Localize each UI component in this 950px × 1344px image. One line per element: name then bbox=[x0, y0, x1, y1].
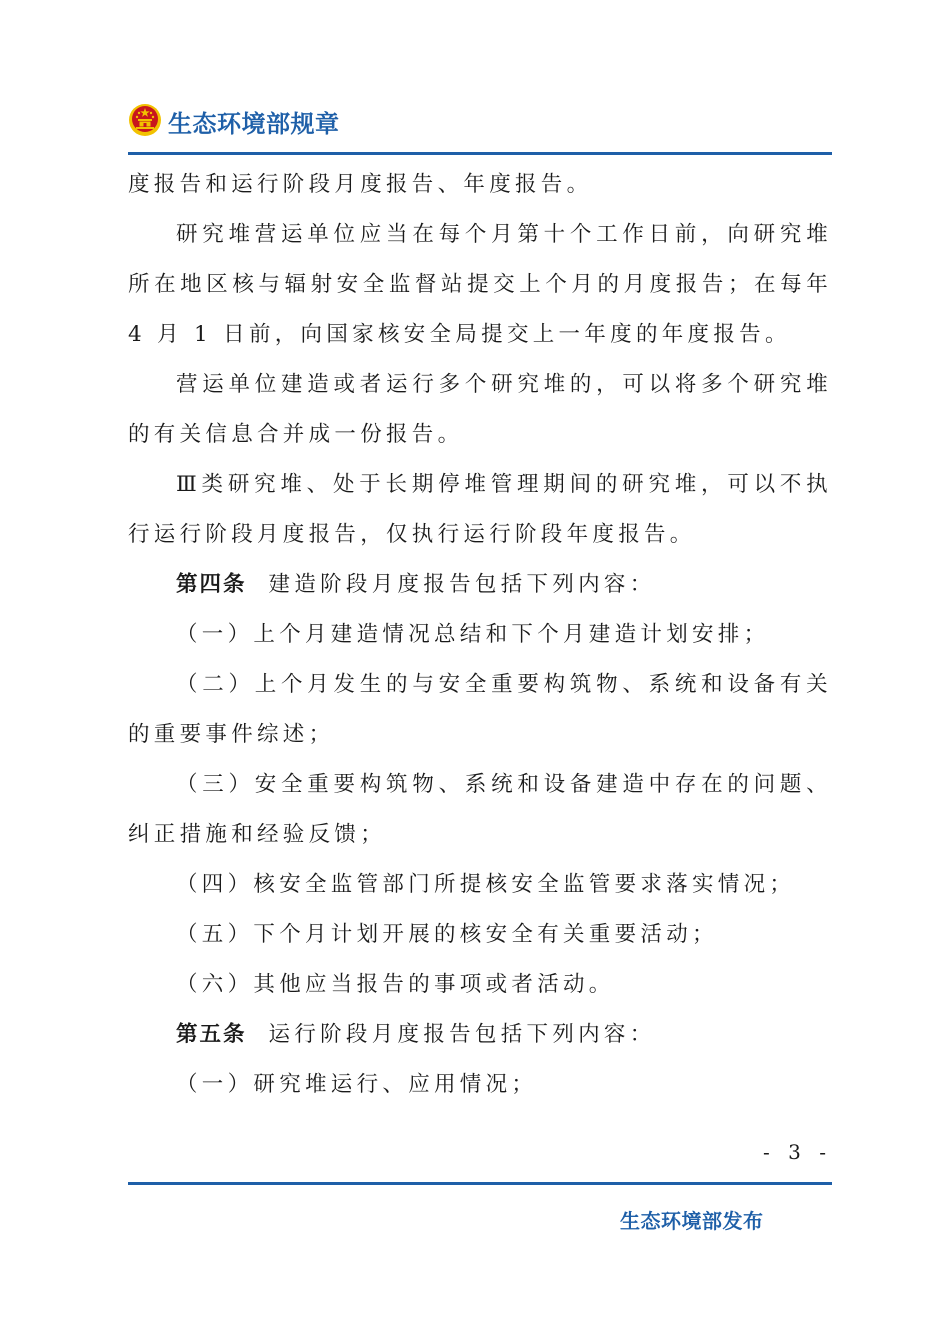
header-divider bbox=[128, 152, 832, 155]
list-item: （五）下个月计划开展的核安全有关重要活动； bbox=[176, 922, 718, 947]
paragraph: 度报告和运行阶段月度报告、年度报告。 bbox=[128, 172, 593, 197]
article-4 bbox=[128, 560, 832, 610]
paragraph: 研究堆营运单位应当在每个月第十个工作日前，向研究堆所在地区核与辐射安全监督站提交上个月的月度报告；在每年 4 月 1 日前，向国家核安全局提交上一年度的年度报告。 bbox=[128, 222, 832, 347]
list-item: （二）上个月发生的与安全重要构筑物、系统和设备有关的重要事件综述； bbox=[128, 672, 832, 747]
footer-publisher: 生态环境部发布 bbox=[620, 1209, 764, 1233]
paragraph: 营运单位建造或者运行多个研究堆的，可以将多个研究堆的有关信息合并成一份报告。 bbox=[128, 372, 832, 447]
footer-divider bbox=[128, 1182, 832, 1185]
article-5 bbox=[128, 1010, 832, 1060]
list-item: （四）核安全监管部门所提核安全监管要求落实情况； bbox=[176, 872, 796, 897]
article-4-text: 建造阶段月度报告包括下列内容： bbox=[268, 572, 656, 597]
list-item: （一）上个月建造情况总结和下个月建造计划安排； bbox=[176, 622, 770, 647]
page-number: - 3 - bbox=[763, 1140, 832, 1164]
page-header bbox=[128, 100, 832, 156]
list-item: （三）安全重要构筑物、系统和设备建造中存在的问题、纠正措施和经验反馈； bbox=[128, 772, 832, 847]
list-item: （一）研究堆运行、应用情况； bbox=[176, 1072, 538, 1097]
paragraph: Ⅲ类研究堆、处于长期停堆管理期间的研究堆，可以不执行运行阶段月度报告，仅执行运行阶段年度报告。 bbox=[128, 472, 832, 547]
header-title: 生态环境部规章 bbox=[168, 110, 340, 138]
article-4-label: 第四条 bbox=[176, 572, 247, 597]
document-body bbox=[128, 160, 832, 1110]
article-5-text: 运行阶段月度报告包括下列内容： bbox=[268, 1022, 656, 1047]
list-item: （六）其他应当报告的事项或者活动。 bbox=[176, 972, 615, 997]
national-emblem-icon bbox=[128, 102, 162, 138]
article-5-label: 第五条 bbox=[176, 1022, 247, 1047]
